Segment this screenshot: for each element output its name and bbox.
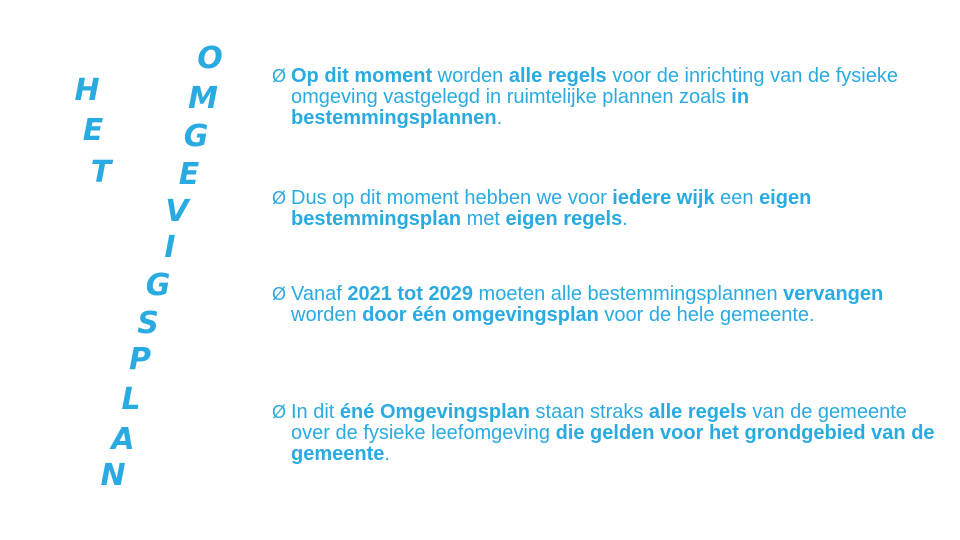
bullet-text-bold: eigen bestemmingsplan: [291, 187, 812, 230]
bullet-text-bold: eigen regels: [505, 208, 623, 230]
title-letter-v: V: [165, 194, 189, 229]
bullet-text-bold: éné Omgevingsplan: [339, 401, 530, 423]
title-letter-a: A: [111, 422, 135, 457]
bullet-text-regular: Vanaf: [291, 283, 348, 305]
bullet-text-bold: alle regels: [508, 65, 607, 87]
title-letter-o: O: [197, 41, 223, 76]
vertical-title: [0, 0, 260, 540]
bullet-item: [272, 66, 942, 129]
title-letter-s: S: [137, 306, 159, 341]
title-letter-g: G: [183, 119, 209, 154]
bullet-text: [291, 188, 942, 230]
title-letter-h: H: [74, 73, 100, 108]
title-letter-e2: E: [178, 157, 200, 192]
bullet-text: [291, 284, 942, 326]
arrow-bullet-icon: Ø: [272, 66, 287, 86]
bullet-text-regular: worden: [432, 65, 509, 87]
bullet-text-regular: .: [384, 443, 390, 465]
bullet-text-bold: in bestemmingsplannen: [291, 86, 750, 129]
title-letter-g2: G: [145, 268, 171, 303]
title-letter-t: T: [90, 155, 112, 190]
bullet-text-regular: .: [496, 107, 503, 129]
bullet-text-bold: door één omgevingsplan: [362, 304, 599, 326]
bullet-text-regular: In dit: [291, 401, 340, 423]
bullet-text-regular: moeten alle bestemmingsplannen: [472, 283, 784, 305]
bullet-text-bold: alle regels: [648, 401, 747, 423]
arrow-bullet-icon: Ø: [272, 188, 287, 208]
title-letter-p: P: [129, 342, 151, 377]
bullet-text-bold: die gelden voor het grondgebied van de gemeente: [291, 422, 935, 465]
bullet-text-bold: 2021 tot 2029: [347, 283, 473, 305]
bullet-text-regular: voor de hele gemeente.: [598, 304, 815, 326]
title-letter-e: E: [82, 113, 104, 148]
bullet-text: [291, 402, 942, 465]
bullet-text-regular: voor de inrichting van de fysieke omgeving vastgelegd in ruimtelijke plannen zoals: [291, 65, 898, 108]
bullet-text: [291, 66, 942, 129]
title-letter-m: M: [188, 81, 218, 116]
bullet-item: [272, 188, 942, 230]
bullet-item: [272, 284, 942, 326]
bullet-text-regular: staan straks: [529, 401, 649, 423]
title-letter-l: L: [121, 382, 141, 417]
title-letter-i: I: [164, 230, 176, 265]
bullet-text-regular: Dus op dit moment hebben we voor: [291, 187, 613, 209]
bullet-item: [272, 402, 942, 465]
bullet-text-bold: iedere wijk: [612, 187, 715, 209]
bullet-text-regular: .: [622, 208, 628, 230]
bullet-text-regular: een: [714, 187, 760, 209]
bullet-text-regular: met: [461, 208, 506, 230]
bullet-text-regular: van de gemeente over de fysieke leefomgeving: [291, 401, 907, 444]
bullet-text-bold: Op dit moment: [291, 65, 433, 87]
title-letter-n: N: [100, 458, 126, 493]
arrow-bullet-icon: Ø: [272, 402, 287, 422]
bullet-text-regular: worden: [291, 304, 363, 326]
arrow-bullet-icon: Ø: [272, 284, 287, 304]
bullet-text-bold: vervangen: [783, 283, 884, 305]
